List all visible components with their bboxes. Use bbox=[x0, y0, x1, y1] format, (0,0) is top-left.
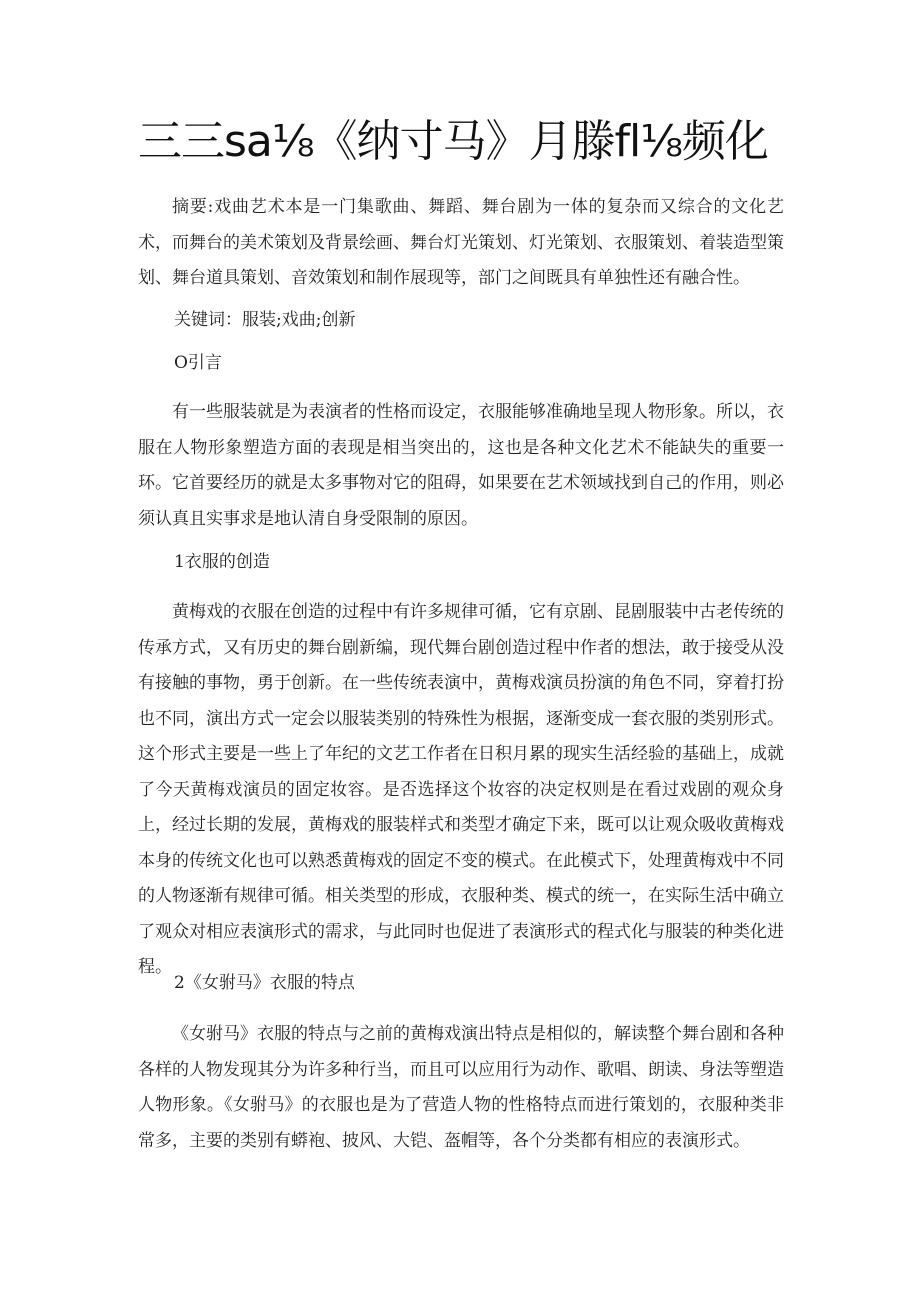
keywords-line: 关键词：服装;戏曲;创新 bbox=[174, 310, 356, 330]
abstract-paragraph: 摘要:戏曲艺术本是一门集歌曲、舞蹈、舞台剧为一体的复杂而又综合的文化艺术，而舞台的美术策划及背景绘画、舞台灯光策划、灯光策划、衣服策划、着装造型策划、舞台道具策划、音效策划和制作展现等，部门之间既具有单独性还有融合性。 bbox=[138, 197, 784, 288]
introduction-paragraph: 有一些服装就是为表演者的性格而设定，衣服能够准确地呈现人物形象。所以，衣服在人物形象塑造方面的表现是相当突出的，这也是各种文化艺术不能缺失的重要一环。它首要经历的就是太多事物对它的阻碍，如果要在艺术领域找到自己的作用，则必须认真且实事求是地认清自身受限制的原因。 bbox=[138, 402, 784, 529]
section-heading-introduction: O引言 bbox=[174, 353, 222, 373]
nvfuma-features-paragraph: 《女驸马》衣服的特点与之前的黄梅戏演出特点是相似的，解读整个舞台剧和各种各样的人物发现其分为许多种行当，而且可以应用行为动作、歌唱、朗读、身法等塑造人物形象。《女驸马》的衣服也是为了营造人物的性格特点而进行策划的，衣服种类非常多，主要的类别有蟒袍、披风、大铠、盔帽等，各个分类都有相应的表演形式。 bbox=[138, 1024, 784, 1151]
document-title: 三三sa⅛《纳寸马》月滕fl⅛频化 bbox=[138, 116, 768, 167]
clothing-creation-paragraph: 黄梅戏的衣服在创造的过程中有许多规律可循，它有京剧、昆剧服装中古老传统的传承方式，又有历史的舞台剧新编，现代舞台剧创造过程中作者的想法，敢于接受从没有接触的事物，勇于创新。在一些传统表演中，黄梅戏演员扮演的角色不同，穿着打扮也不同，演出方式一定会以服装类别的特殊性为根据，逐渐变成一套衣服的类别形式。这个形式主要是一些上了年纪的文艺工作者在日积月累的现实生活经验的基础上，成就了今天黄梅戏演员的固定妆容。是否选择这个妆容的决定权则是在看过戏剧的观众身上，经过长期的发展，黄梅戏的服装样式和类型才确定下来，既可以让观众吸收黄梅戏本身的传统文化也可以熟悉黄梅戏的固定不变的模式。在此模式下，处理黄梅戏中不同的人物逐渐有规律可循。相关类型的形成，衣服种类、模式的统一，在实际生活中确立了观众对相应表演形式的需求，与此同时也促进了表演形式的程式化与服装的种类化进程。 bbox=[138, 602, 784, 977]
section-heading-clothing-creation: 1衣服的创造 bbox=[174, 552, 270, 572]
section-heading-nvfuma-features: 2《女驸马》衣服的特点 bbox=[174, 973, 355, 993]
